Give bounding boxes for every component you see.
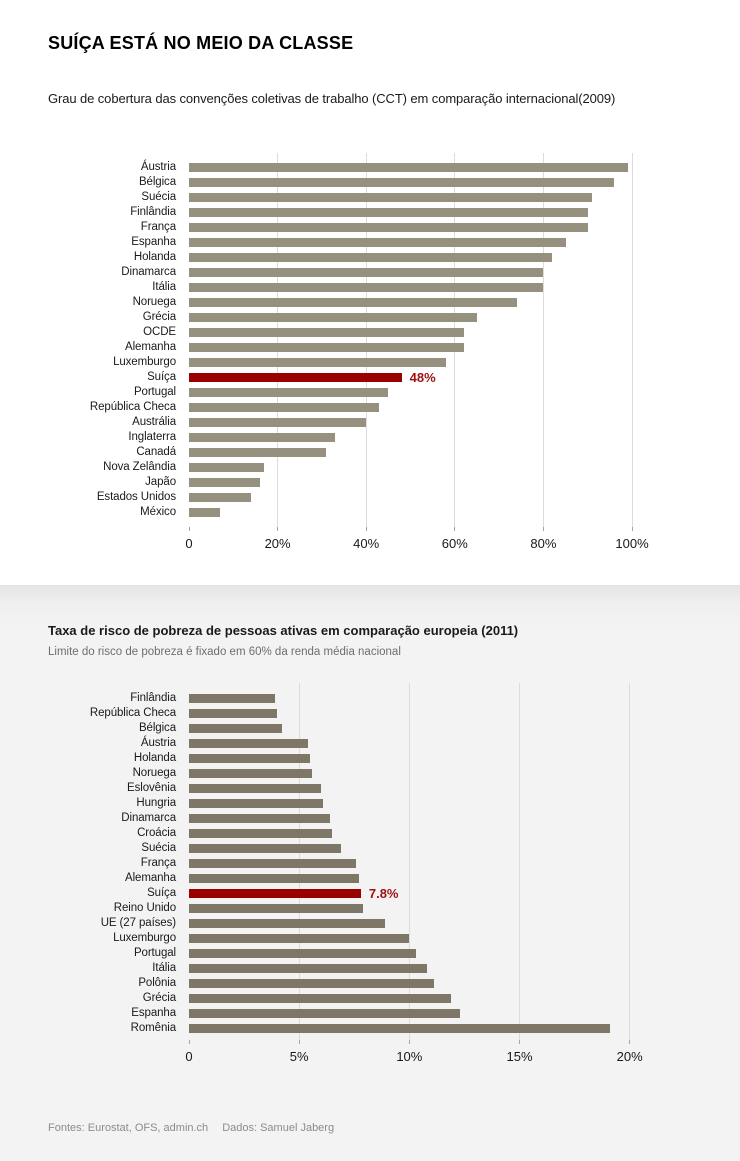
axis-tick	[189, 1040, 190, 1044]
bar-row	[0, 175, 740, 190]
bar	[189, 1009, 460, 1018]
bar	[189, 994, 451, 1003]
bar	[189, 223, 588, 232]
bar-label: OCDE	[143, 326, 176, 338]
bar-row	[0, 235, 740, 250]
bar-row	[0, 400, 740, 415]
bar-label: França	[140, 857, 176, 869]
bar-label: Suécia	[141, 842, 176, 854]
bar-row	[0, 901, 740, 916]
bar-row	[0, 220, 740, 235]
bar	[189, 508, 220, 517]
bar	[189, 193, 592, 202]
bar	[189, 493, 251, 502]
bar	[189, 904, 363, 913]
bar	[189, 934, 409, 943]
bar-row	[0, 280, 740, 295]
bar-label: Suíça	[147, 887, 176, 899]
bar-label: UE (27 países)	[100, 917, 176, 929]
bar-value-label: 7.8%	[368, 886, 399, 901]
bar	[189, 178, 614, 187]
bar-label: Polônia	[138, 977, 176, 989]
axis-tick-label: 40%	[353, 536, 380, 551]
bar-row	[0, 415, 740, 430]
bar-row	[0, 706, 740, 721]
bar-row	[0, 490, 740, 505]
axis-tick-label: 20%	[616, 1049, 643, 1064]
bar	[189, 859, 356, 868]
bar-label: Grécia	[142, 311, 176, 323]
bar-label: Canadá	[136, 446, 176, 458]
bar-label: Alemanha	[125, 872, 176, 884]
bar-row	[0, 736, 740, 751]
axis-tick-label: 80%	[530, 536, 557, 551]
bar-row	[0, 505, 740, 520]
bar-row	[0, 781, 740, 796]
bar-label: Portugal	[133, 386, 176, 398]
bar-row	[0, 250, 740, 265]
bar	[189, 433, 335, 442]
bar-row	[0, 190, 740, 205]
bar	[189, 253, 552, 262]
bar-row	[0, 430, 740, 445]
bar	[189, 403, 379, 412]
bar	[189, 268, 543, 277]
bar-label: Noruega	[132, 296, 176, 308]
bar-label: Espanha	[131, 236, 176, 248]
chart2-title: Taxa de risco de pobreza de pessoas ativas em comparação europeia (2011)	[48, 623, 519, 638]
bar-highlight	[189, 373, 402, 382]
bar-row	[0, 370, 740, 385]
bar-row	[0, 310, 740, 325]
bar-label: México	[140, 506, 176, 518]
bar-row	[0, 751, 740, 766]
bar-row	[0, 1006, 740, 1021]
bar-row	[0, 931, 740, 946]
bar-label: Suíça	[147, 371, 176, 383]
bar	[189, 949, 416, 958]
bar-row	[0, 205, 740, 220]
bar	[189, 784, 321, 793]
bar-label: Bélgica	[138, 722, 176, 734]
bar	[189, 919, 385, 928]
bar-label: Inglaterra	[128, 431, 176, 443]
bar	[189, 814, 330, 823]
bar	[189, 769, 312, 778]
bar	[189, 709, 277, 718]
bar	[189, 163, 628, 172]
bar	[189, 754, 310, 763]
bar-label: Austrália	[132, 416, 176, 428]
chart-poverty-rate	[0, 683, 740, 1080]
bar-label: Finlândia	[130, 692, 176, 704]
bar-row	[0, 811, 740, 826]
axis-tick-label: 0	[185, 536, 193, 551]
page-title: SUÍÇA ESTÁ NO MEIO DA CLASSE	[48, 33, 354, 53]
bar-label: Eslovênia	[127, 782, 176, 794]
bar-label: República Checa	[89, 401, 176, 413]
bar	[189, 694, 275, 703]
bar-label: Luxemburgo	[113, 932, 176, 944]
axis-tick	[543, 527, 544, 531]
bar	[189, 208, 588, 217]
axis-tick-label: 5%	[289, 1049, 309, 1064]
bar	[189, 739, 308, 748]
bar-label: Bélgica	[138, 176, 176, 188]
bar	[189, 328, 464, 337]
bar-label: Japão	[145, 476, 176, 488]
bar-label: Nova Zelândia	[103, 461, 176, 473]
axis-tick-label: 10%	[396, 1049, 423, 1064]
bar-value-label: 48%	[409, 370, 436, 385]
bar-row	[0, 340, 740, 355]
bar-label: Dinamarca	[121, 266, 176, 278]
axis-tick-label: 100%	[615, 536, 649, 551]
bar-row	[0, 445, 740, 460]
bar-row	[0, 841, 740, 856]
bar	[189, 979, 434, 988]
bar	[189, 418, 366, 427]
bar-row	[0, 796, 740, 811]
bar-row	[0, 691, 740, 706]
bar-label: Suécia	[141, 191, 176, 203]
bar-row	[0, 460, 740, 475]
bar-label: Holanda	[133, 752, 176, 764]
bar	[189, 478, 260, 487]
bar-row	[0, 916, 740, 931]
bar-label: Espanha	[131, 1007, 176, 1019]
axis-tick-label: 15%	[506, 1049, 533, 1064]
bar-label: Portugal	[133, 947, 176, 959]
bar-row	[0, 946, 740, 961]
bar-row	[0, 385, 740, 400]
bar-label: Itália	[152, 962, 176, 974]
axis-tick	[366, 527, 367, 531]
bar-label: Dinamarca	[121, 812, 176, 824]
axis-tick	[632, 527, 633, 531]
bar	[189, 724, 282, 733]
bar-row	[0, 325, 740, 340]
footer-sources: Fontes: Eurostat, OFS, admin.ch	[48, 1122, 209, 1134]
bar-label: Noruega	[132, 767, 176, 779]
bar-label: Áustria	[140, 161, 176, 173]
bar-label: Luxemburgo	[113, 356, 176, 368]
bar-row	[0, 160, 740, 175]
bar-row	[0, 991, 740, 1006]
bar	[189, 358, 446, 367]
chart1-title: Grau de cobertura das convenções coletivas de trabalho (CCT) em comparação internacional(2009)	[48, 91, 616, 106]
bar	[189, 448, 326, 457]
bar-label: Estados Unidos	[96, 491, 176, 503]
bar-highlight	[189, 889, 361, 898]
bar-row	[0, 1021, 740, 1036]
bar	[189, 238, 566, 247]
bar-label: Romênia	[130, 1022, 176, 1034]
bar	[189, 313, 477, 322]
bar-label: França	[140, 221, 176, 233]
bar-row	[0, 295, 740, 310]
bar	[189, 343, 464, 352]
bar-row	[0, 976, 740, 991]
bar-row	[0, 961, 740, 976]
axis-tick	[409, 1040, 410, 1044]
bar-label: República Checa	[89, 707, 176, 719]
bar-label: Áustria	[140, 737, 176, 749]
bar-row	[0, 886, 740, 901]
chart2-subtitle: Limite do risco de pobreza é fixado em 60% da renda média nacional	[48, 646, 401, 658]
bar-label: Grécia	[142, 992, 176, 1004]
bar	[189, 844, 341, 853]
axis-tick-label: 20%	[264, 536, 291, 551]
axis-tick	[189, 527, 190, 531]
bar-row	[0, 355, 740, 370]
axis-tick-label: 0	[185, 1049, 193, 1064]
bar-label: Holanda	[133, 251, 176, 263]
bar-row	[0, 871, 740, 886]
footer-data: Dados: Samuel Jaberg	[222, 1122, 335, 1134]
axis-tick	[277, 527, 278, 531]
bar-row	[0, 826, 740, 841]
bar-label: Finlândia	[130, 206, 176, 218]
axis-tick-label: 60%	[441, 536, 468, 551]
bar	[189, 1024, 610, 1033]
bar	[189, 283, 543, 292]
axis-tick	[629, 1040, 630, 1044]
bar-label: Reino Unido	[113, 902, 176, 914]
bar	[189, 964, 427, 973]
bar	[189, 829, 332, 838]
chart-cct-coverage	[0, 153, 740, 567]
bar	[189, 463, 264, 472]
bar-label: Croácia	[137, 827, 176, 839]
axis-tick	[454, 527, 455, 531]
bar-label: Itália	[152, 281, 176, 293]
bar-row	[0, 856, 740, 871]
footer	[48, 1122, 348, 1134]
bar	[189, 298, 517, 307]
bar-row	[0, 766, 740, 781]
axis-tick	[299, 1040, 300, 1044]
bar	[189, 388, 388, 397]
axis-tick	[519, 1040, 520, 1044]
bar	[189, 874, 359, 883]
bar-row	[0, 475, 740, 490]
bar-row	[0, 721, 740, 736]
bar-label: Alemanha	[125, 341, 176, 353]
bar-label: Hungria	[136, 797, 176, 809]
bar-row	[0, 265, 740, 280]
bar	[189, 799, 323, 808]
